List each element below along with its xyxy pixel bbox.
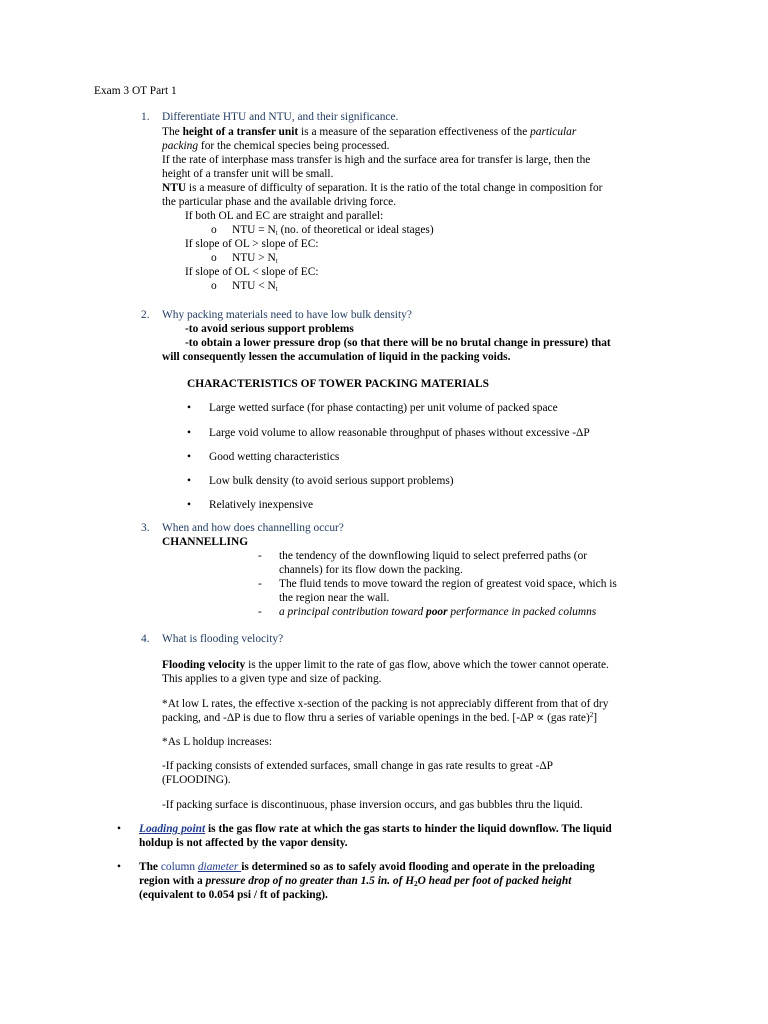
list-bullet: • <box>187 451 191 463</box>
dash-marker: - <box>258 578 262 590</box>
diameter-line2 <box>139 874 571 889</box>
channelling-item1-line1: the tendency of the downflowing liquid to select preferred paths (or <box>279 550 588 562</box>
page-title: Exam 3 OT Part 1 <box>94 85 177 97</box>
list-bullet: • <box>187 402 191 414</box>
list-bullet: • <box>117 823 121 835</box>
htu-paragraph2-line2: height of a transfer unit will be small. <box>162 168 334 180</box>
text-run: is a measure of the separation effectiveness of the <box>298 126 531 138</box>
discontinuous-surface: -If packing surface is discontinuous, phase inversion occurs, and gas bubbles thru the liquid. <box>162 799 583 811</box>
question-4-number: 4. <box>141 633 150 645</box>
htu-definition-line1 <box>162 125 576 139</box>
text-run: O head per foot of packed height <box>417 875 572 887</box>
channelling-item3 <box>279 605 596 619</box>
flooding-definition-line2: This applies to a given type and size of packing. <box>162 673 382 685</box>
subscript: t <box>275 257 278 265</box>
text-run: (no. of theoretical or ideal stages) <box>277 224 434 236</box>
text-run: is determined so as to safely avoid flooding and operate in the preloading <box>241 861 595 873</box>
question-4-text: What is flooding velocity? <box>162 633 284 645</box>
list-item: Good wetting characteristics <box>209 451 340 463</box>
text-run: packing <box>162 140 199 152</box>
question-3-number: 3. <box>141 522 150 534</box>
list-bullet: • <box>187 475 191 487</box>
text-run: NTU < N <box>232 280 276 292</box>
loading-point-line2: holdup is not affected by the vapor density. <box>139 837 348 849</box>
htu-term: height of a transfer unit <box>182 126 299 138</box>
diameter-line1 <box>139 860 595 874</box>
bullet-marker: o <box>211 224 217 236</box>
list-item: Low bulk density (to avoid serious support problems) <box>209 475 454 487</box>
ntu-greater-nt <box>232 251 278 266</box>
question-1-text: Differentiate HTU and NTU, and their significance. <box>162 111 399 123</box>
answer-pressure-drop-line2: will consequently lessen the accumulation of liquid in the packing voids. <box>162 351 511 363</box>
question-2-text: Why packing materials need to have low bulk density? <box>162 309 412 321</box>
text-run: is the upper limit to the rate of gas flow, above which the tower cannot operate. <box>245 659 609 671</box>
text-run: packing, and -ΔP is due to flow thru a series of variable openings in the bed. [-ΔP ∝ (gas rate) <box>162 712 590 724</box>
diameter-line3: (equivalent to 0.054 psi / ft of packing). <box>139 889 328 901</box>
htu-definition-line2 <box>162 139 389 153</box>
characteristics-heading: CHARACTERISTICS OF TOWER PACKING MATERIALS <box>187 378 489 390</box>
ntu-equals-nt <box>232 223 434 238</box>
ntu-definition-line1 <box>162 181 602 195</box>
list-bullet: • <box>117 861 121 873</box>
bullet-marker: o <box>211 280 217 292</box>
low-l-line2 <box>162 711 597 726</box>
text-run: The <box>162 126 183 138</box>
list-bullet: • <box>187 427 191 439</box>
ntu-term: NTU <box>162 182 187 194</box>
subscript: 2 <box>414 880 418 888</box>
dash-marker: - <box>258 550 262 562</box>
low-l-line1: *At low L rates, the effective x-section of the packing is not appreciably different from that of dry <box>162 698 609 710</box>
superscript: 2 <box>589 711 594 719</box>
list-item: Relatively inexpensive <box>209 499 314 511</box>
subscript: t <box>275 229 278 237</box>
list-bullet: • <box>187 499 191 511</box>
text-run: region with a <box>139 875 206 887</box>
text-run: ] <box>593 712 598 724</box>
text-run: The <box>139 861 161 873</box>
condition-parallel: If both OL and EC are straight and parallel: <box>185 210 384 222</box>
poor-emphasis: poor <box>426 606 448 618</box>
text-run: is the gas flow rate at which the gas starts to hinder the liquid downflow. The liquid <box>205 823 612 835</box>
loading-point-link[interactable]: Loading point <box>139 823 206 835</box>
extended-surfaces-line1: -If packing consists of extended surfaces, small change in gas rate results to great -ΔP <box>162 760 554 772</box>
text-run: a principal contribution toward <box>279 606 427 618</box>
question-1-number: 1. <box>141 111 150 123</box>
htu-paragraph2-line1: If the rate of interphase mass transfer is high and the surface area for transfer is large, then the <box>162 154 591 166</box>
flooding-term: Flooding velocity <box>162 659 246 671</box>
dash-marker: - <box>258 606 262 618</box>
answer-pressure-drop-line1: -to obtain a lower pressure drop (so that there will be no brutal change in pressure) that <box>185 337 611 349</box>
text-run: particular <box>530 126 577 138</box>
text-run: is a measure of difficulty of separation. It is the ratio of the total change in composition for <box>186 182 603 194</box>
text-run: NTU = N <box>232 224 276 236</box>
channelling-item1-line2: channels) for its flow down the packing. <box>279 564 463 576</box>
column-word: column <box>160 861 198 873</box>
loading-point-line1 <box>139 822 612 836</box>
channelling-item2-line2: the region near the wall. <box>279 592 390 604</box>
text-run: performance in packed columns <box>447 606 597 618</box>
list-item: Large void volume to allow reasonable throughput of phases without excessive -ΔP <box>209 427 590 439</box>
channelling-heading: CHANNELLING <box>162 536 249 548</box>
diameter-link[interactable]: diameter <box>197 861 242 873</box>
answer-support-problems: -to avoid serious support problems <box>185 323 354 335</box>
text-run: pressure drop of no greater than 1.5 in. of H <box>205 875 415 887</box>
text-run: NTU > N <box>232 252 276 264</box>
channelling-item2-line1: The fluid tends to move toward the region of greatest void space, which is <box>279 578 617 590</box>
ntu-less-nt <box>232 279 278 294</box>
condition-ol-less: If slope of OL < slope of EC: <box>185 266 319 278</box>
flooding-definition-line1 <box>162 658 609 672</box>
question-3-text: When and how does channelling occur? <box>162 522 344 534</box>
holdup-increases: *As L holdup increases: <box>162 736 272 748</box>
ntu-definition-line2: the particular phase and the available driving force. <box>162 196 397 208</box>
list-item: Large wetted surface (for phase contacting) per unit volume of packed space <box>209 402 558 414</box>
subscript: t <box>275 285 278 293</box>
question-2-number: 2. <box>141 309 150 321</box>
bullet-marker: o <box>211 252 217 264</box>
text-run: for the chemical species being processed. <box>198 140 390 152</box>
condition-ol-greater: If slope of OL > slope of EC: <box>185 238 319 250</box>
extended-surfaces-line2: (FLOODING). <box>162 774 231 786</box>
